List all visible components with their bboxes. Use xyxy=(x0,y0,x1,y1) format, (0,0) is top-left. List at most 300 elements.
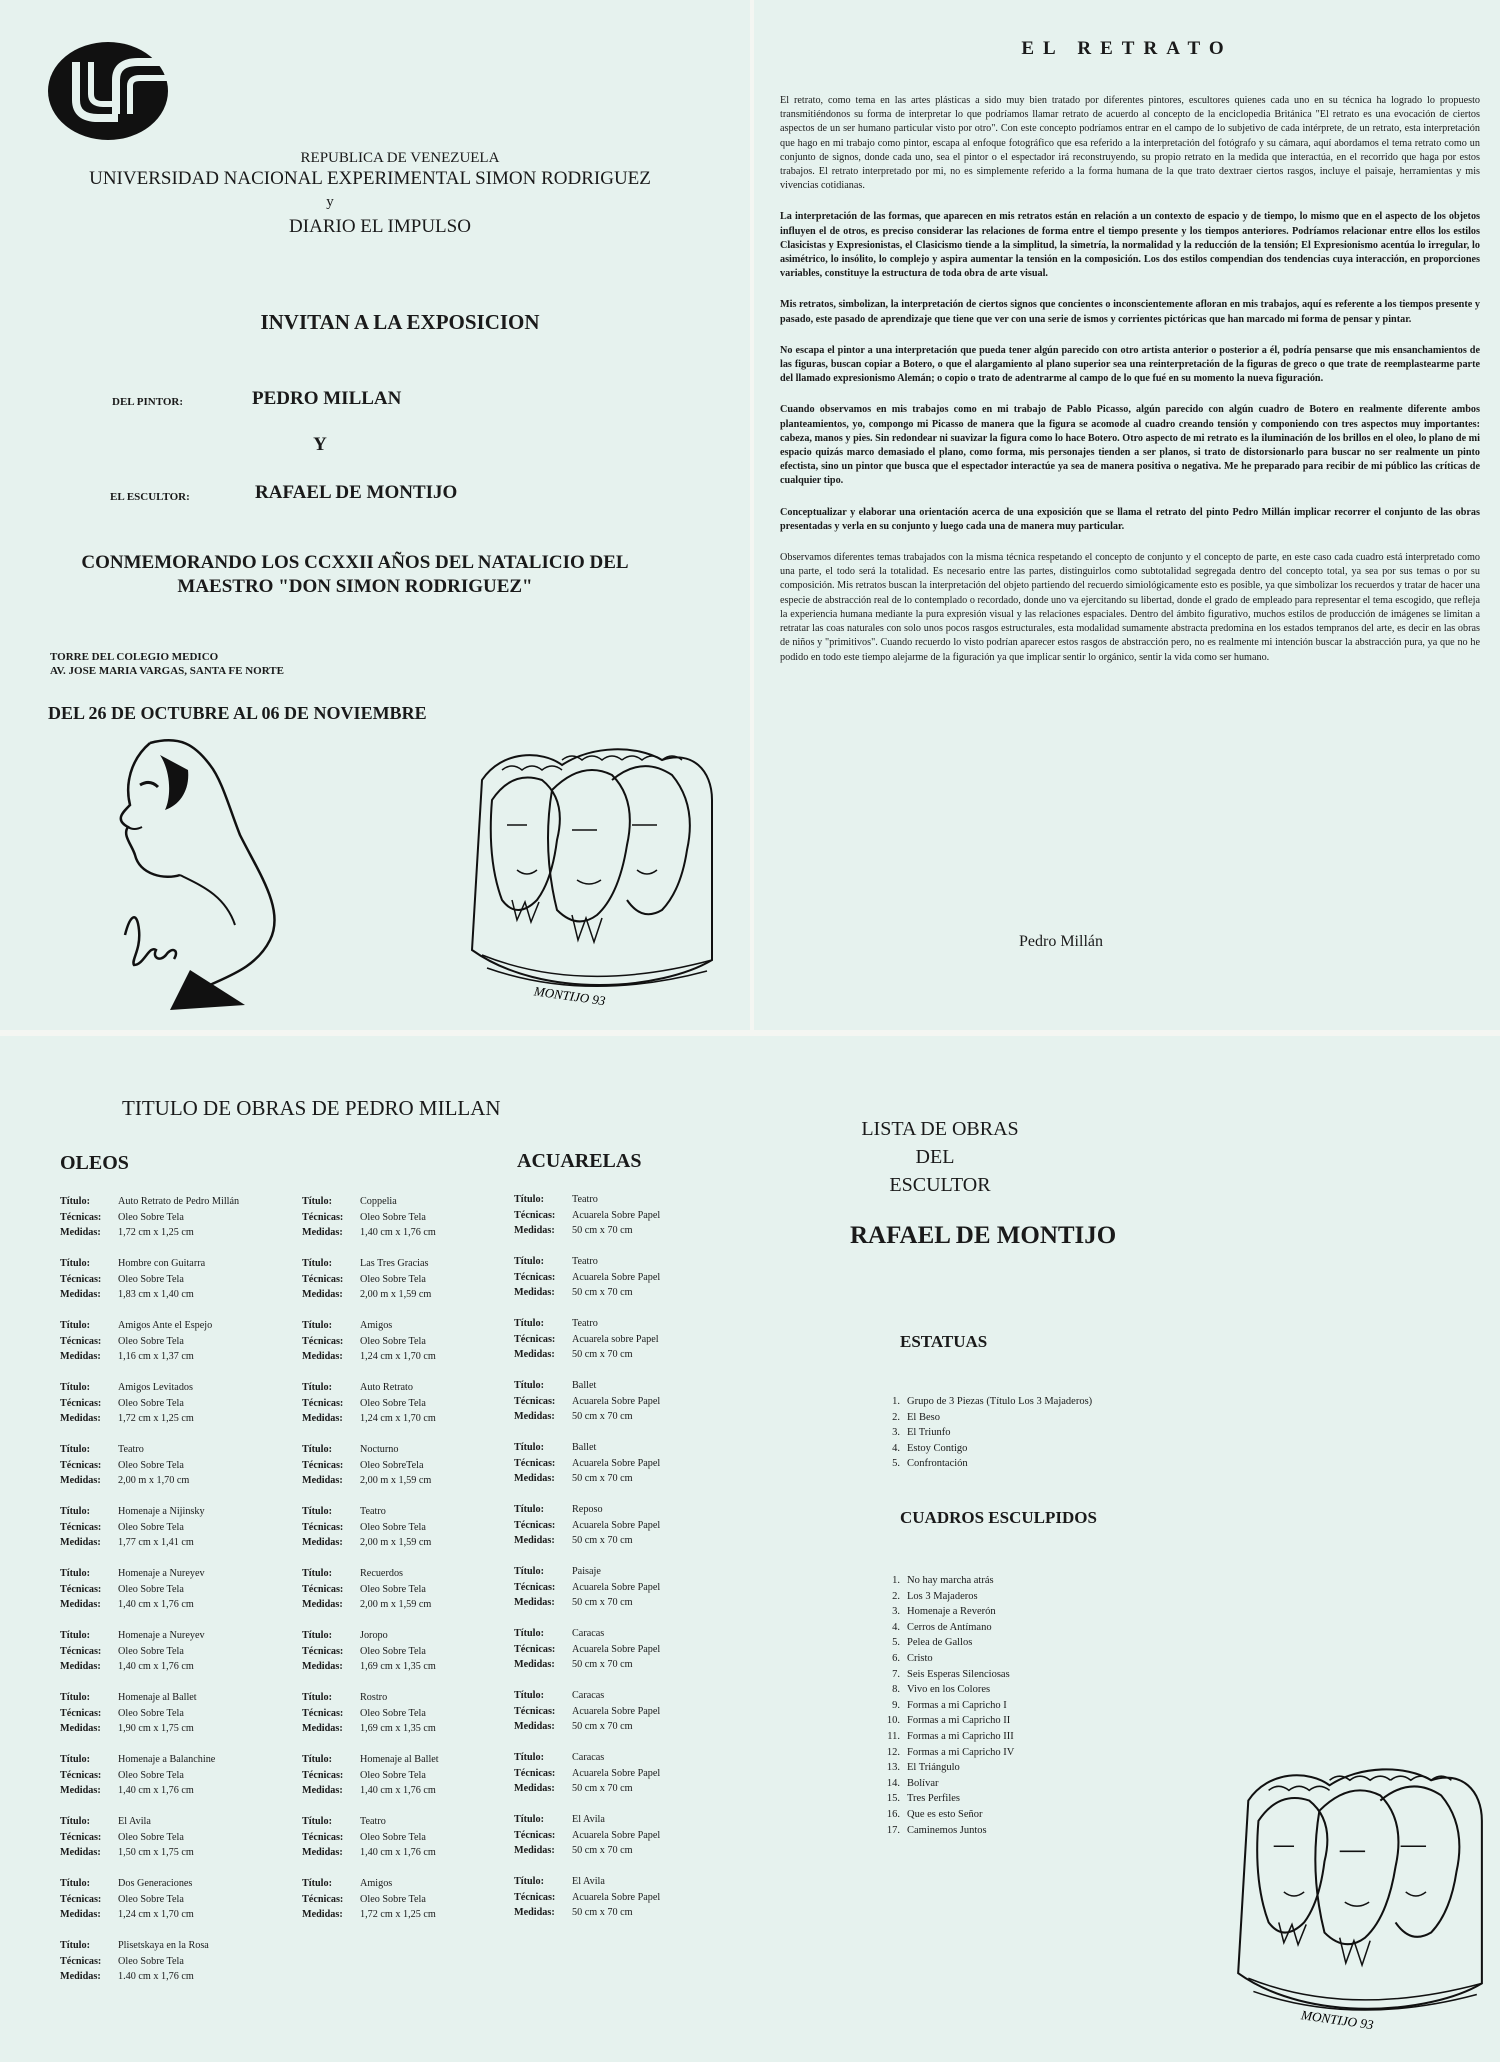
work-entry xyxy=(60,1628,280,1675)
work-field-value: 1,40 cm x 1,76 cm xyxy=(118,1599,194,1611)
list-item-label: Formas a mi Capricho II xyxy=(907,1715,1011,1727)
work-field-value: Caracas xyxy=(572,1752,605,1763)
conjunction-y: Y xyxy=(313,434,327,455)
work-field-label: Título: xyxy=(302,1568,333,1579)
work-field-label: Técnicas: xyxy=(60,1335,102,1347)
list-item xyxy=(878,1760,1014,1776)
work-entry xyxy=(60,1442,280,1489)
work-entry xyxy=(60,1876,280,1923)
work-field-value: Oleo Sobre Tela xyxy=(360,1273,426,1285)
work-field-label: Medidas: xyxy=(514,1721,555,1733)
work-field-label: Técnicas: xyxy=(514,1643,556,1655)
work-field-value: Dos Generaciones xyxy=(118,1878,193,1889)
work-entry xyxy=(302,1194,522,1241)
work-field-value: Auto Retrato de Pedro Millán xyxy=(118,1196,240,1207)
work-field-value: Paisaje xyxy=(572,1566,601,1577)
work-field-value: Acuarela sobre Papel xyxy=(572,1333,659,1345)
work-field-value: Plisetskaya en la Rosa xyxy=(118,1940,209,1951)
work-field-label: Título: xyxy=(514,1566,545,1577)
work-field-label: Título: xyxy=(514,1504,545,1515)
work-field-value: 50 cm x 70 cm xyxy=(572,1845,633,1857)
work-entry xyxy=(514,1874,734,1921)
acuarelas-heading: ACUARELAS xyxy=(517,1150,642,1172)
list-item xyxy=(878,1823,1014,1839)
work-entry xyxy=(514,1812,734,1859)
work-field-value: 1,24 cm x 1,70 cm xyxy=(360,1413,436,1425)
work-field-value: Oleo Sobre Tela xyxy=(360,1645,426,1657)
list-item-number: 1. xyxy=(892,1396,900,1407)
work-field-label: Título: xyxy=(302,1506,333,1517)
list-item-label: Tres Perfiles xyxy=(907,1793,960,1805)
list-item-number: 8. xyxy=(892,1684,900,1696)
work-field-value: 1,40 cm x 1,76 cm xyxy=(360,1847,436,1859)
work-field-label: Título: xyxy=(302,1382,333,1393)
invite-heading: INVITAN A LA EXPOSICION xyxy=(260,310,540,334)
work-field-label: Medidas: xyxy=(514,1845,555,1857)
reliefs-heading: CUADROS ESCULPIDOS xyxy=(900,1508,1097,1527)
essay-paragraph: Observamos diferentes temas trabajados con la misma técnica respetando el concepto de conjunto y el concepto de parte, en este caso cada cuadro está interpretado como una parte, el todo será la totalidad. Es necesario entre las partes, distinguirlos como subtotalidad segregada dentro del concepto total, ya sea por sus temas o por su composición. Mis retratos buscan la interpretación del objeto partiendo del recuerdo simiológicamente esto es posible, ya que simbolizar los recuerdos y tratar de hacer una especie de abstracción real de lo contemplado o recordado, donde uno va ejercitando su libertad, donde el grado de empleado para representar el tema escogido, que refleja la experiencia humana mediante la pura expresión visual y las relaciones espaciales. Dentro del ámbito figurativo, muchos estilos de producción de imágenes se limitan a retratar las coas naturales con solo unos pocos rasgos estructurales, esta modalidad sumamente abstracta predomina en los estados tempranos del arte, es decir en las obras de niños y "primitivos". Cuando recuerdo lo visto podrían aparecer estos rasgos de abstracción pero, no es realmente mi intención buscar la abstracción pura, ya que no he podido en todo este tiempo alejarme de la figuración ya que implicar sentir lo orgánico, sentir la vida como ser humano. xyxy=(780,552,1480,663)
work-field-value: 50 cm x 70 cm xyxy=(572,1659,633,1671)
list-item-label: Bolívar xyxy=(907,1777,939,1789)
work-field-label: Técnicas: xyxy=(60,1769,102,1781)
essay-paragraph: Conceptualizar y elaborar una orientación acerca de una exposición que se llama el retrato del pinto Pedro Millán implicar recorrer el conjunto de las obras presentadas y verla en su conjunto y luego cada una de manera muy particular. xyxy=(780,506,1480,532)
work-field-value: Acuarela Sobre Papel xyxy=(572,1643,661,1655)
work-field-value: El Avila xyxy=(572,1814,605,1825)
work-field-value: 1,24 cm x 1,70 cm xyxy=(360,1351,436,1363)
work-field-value: Teatro xyxy=(572,1256,598,1267)
reliefs-list xyxy=(878,1573,1014,1838)
work-field-label: Medidas: xyxy=(60,1785,101,1797)
work-field-value: 50 cm x 70 cm xyxy=(572,1535,633,1547)
work-field-value: Oleo Sobre Tela xyxy=(360,1707,426,1719)
work-field-value: Amigos xyxy=(360,1320,393,1331)
list-item-number: 13. xyxy=(886,1762,900,1774)
essay-paragraph: El retrato, como tema en las artes plásticas a sido muy bien tratado por diferentes pintores, escultores quienes cada uno en su técnica ha logrado lo propuesto transmitiéndonos su forma de interpretar lo que podríamos llamar retrato de acuerdo al concepto de la enciclopedia Británica "El retrato es una evocación de ciertos aspectos de un ser humano particular visto por otro". Con este concepto podríamos entrar en el campo de lo subjetivo de cada intérprete, de un retrato, esta interpretación que hago en mi trabajo como pintor, escapa al enfoque fotográfico que esa referido a la interpretación del fotógrafo y su cámara, aquí abordamos el tema retrato como un conjunto de signos, donde cada uno, sea el pintor o el espectador irá reconstruyendo, su propio retrato en la medida que interactúa, en el recorrido que haga por estos trabajos. El retrato interpretado por mi, no es simplemente referido a la forma humana de la que trato dextraer ciertos rasgos, incluye el paisaje, herramientas y mis vivencias cotidianas. xyxy=(780,95,1480,192)
work-field-value: 50 cm x 70 cm xyxy=(572,1225,633,1237)
work-field-label: Título: xyxy=(514,1752,545,1763)
work-field-label: Medidas: xyxy=(302,1537,343,1549)
work-field-value: Ballet xyxy=(572,1442,597,1453)
work-field-value: Oleo Sobre Tela xyxy=(360,1831,426,1843)
work-field-label: Título: xyxy=(60,1196,91,1207)
work-field-label: Técnicas: xyxy=(60,1707,102,1719)
list-item-number: 6. xyxy=(892,1652,900,1664)
work-field-value: 1,69 cm x 1,35 cm xyxy=(360,1661,436,1673)
sculpture-relief-drawing xyxy=(1228,1746,1490,2046)
work-field-label: Medidas: xyxy=(302,1847,343,1859)
work-entry xyxy=(302,1318,522,1365)
work-field-label: Técnicas: xyxy=(60,1583,102,1595)
work-entry xyxy=(302,1752,522,1799)
work-field-value: Teatro xyxy=(572,1318,598,1329)
statues-list xyxy=(878,1394,1092,1472)
work-field-value: Joropo xyxy=(360,1630,388,1641)
work-field-label: Título: xyxy=(60,1816,91,1827)
work-field-label: Título: xyxy=(302,1754,333,1765)
list-item-label: Los 3 Majaderos xyxy=(907,1590,978,1602)
work-field-value: Teatro xyxy=(572,1194,598,1205)
work-field-value: Oleo Sobre Tela xyxy=(118,1893,184,1905)
list-item xyxy=(878,1604,1014,1620)
work-field-label: Técnicas: xyxy=(302,1769,344,1781)
painter-label: DEL PINTOR: xyxy=(112,396,184,408)
work-field-value: Oleo Sobre Tela xyxy=(360,1335,426,1347)
work-entry xyxy=(514,1626,734,1673)
work-field-label: Título: xyxy=(514,1876,545,1887)
venue-line-2: AV. JOSE MARIA VARGAS, SANTA FE NORTE xyxy=(50,665,284,677)
painter-signature xyxy=(125,917,176,965)
work-field-label: Medidas: xyxy=(60,1475,101,1487)
work-field-label: Título: xyxy=(302,1258,333,1269)
venue-line-1: TORRE DEL COLEGIO MEDICO xyxy=(50,651,219,663)
work-field-label: Título: xyxy=(302,1630,333,1641)
work-field-label: Medidas: xyxy=(60,1537,101,1549)
list-item-number: 4. xyxy=(892,1621,900,1633)
work-field-value: 1,40 cm x 1,76 cm xyxy=(118,1661,194,1673)
works-panel xyxy=(0,1036,1500,2062)
work-field-label: Título: xyxy=(302,1816,333,1827)
list-item-label: El Beso xyxy=(907,1411,940,1423)
work-field-value: 1,72 cm x 1,25 cm xyxy=(118,1227,194,1239)
work-entry xyxy=(60,1380,280,1427)
list-item-number: 5. xyxy=(892,1637,900,1649)
list-item-number: 4. xyxy=(892,1442,900,1454)
sculptor-list-title-2: DEL xyxy=(915,1146,955,1168)
work-field-value: Oleo Sobre Tela xyxy=(118,1211,184,1223)
list-item-number: 1. xyxy=(892,1575,900,1586)
work-field-value: Recuerdos xyxy=(360,1568,403,1579)
work-field-label: Título: xyxy=(60,1320,91,1331)
work-field-label: Técnicas: xyxy=(60,1955,102,1967)
list-item-label: Seis Esperas Silenciosas xyxy=(907,1668,1010,1680)
list-item-number: 14. xyxy=(886,1777,900,1789)
list-item-label: Confrontación xyxy=(907,1458,968,1470)
work-entry xyxy=(60,1690,280,1737)
work-field-value: Oleo Sobre Tela xyxy=(118,1955,184,1967)
work-field-value: Teatro xyxy=(118,1444,144,1455)
essay-paragraph: La interpretación de las formas, que aparecen en mis retratos están en relación a un contexto de espacio y de tiempo, lo mismo que en el aspecto de los objetos influyen el de otros, es preciso considerar las relaciones de forma entre el tiempo presente y los tiempos anteriores. Podríamos relacionar entre ellos los estilos Clasicistas y Expresionistas, el Clasicismo tiende a la simplitud, la simetría, la normalidad y la reducción de la tensión; El Expresionismo acentúa lo irregular, lo asimétrico, lo insólito, lo complejo y aspira aumentar la tensión en la composición. Los dos estilos compendian dos tendencias cuya interacción, en proporciones variables, constituye la estructura de toda obra de arte visual. xyxy=(780,211,1480,280)
work-field-value: El Avila xyxy=(572,1876,605,1887)
work-field-label: Título: xyxy=(514,1442,545,1453)
work-field-label: Técnicas: xyxy=(302,1335,344,1347)
work-field-value: 1,40 cm x 1,76 cm xyxy=(360,1785,436,1797)
list-item-number: 3. xyxy=(892,1427,900,1439)
work-field-label: Medidas: xyxy=(514,1597,555,1609)
work-entry xyxy=(302,1566,522,1613)
list-item xyxy=(878,1441,1092,1457)
work-entry xyxy=(60,1814,280,1861)
list-item-label: Cristo xyxy=(907,1652,933,1664)
work-field-label: Técnicas: xyxy=(302,1459,344,1471)
work-field-label: Título: xyxy=(514,1380,545,1391)
work-field-value: Homenaje a Nijinsky xyxy=(118,1506,205,1517)
work-field-label: Título: xyxy=(60,1630,91,1641)
work-field-label: Medidas: xyxy=(60,1847,101,1859)
work-field-label: Título: xyxy=(302,1692,333,1703)
list-item xyxy=(878,1667,1014,1683)
work-field-value: Oleo Sobre Tela xyxy=(118,1583,184,1595)
work-field-value: 1,40 cm x 1,76 cm xyxy=(118,1785,194,1797)
work-field-value: 50 cm x 70 cm xyxy=(572,1473,633,1485)
work-field-value: 1,77 cm x 1,41 cm xyxy=(118,1537,194,1549)
work-field-value: 1,24 cm x 1,70 cm xyxy=(118,1909,194,1921)
work-entry xyxy=(514,1502,734,1549)
work-field-value: Coppelia xyxy=(360,1196,397,1207)
list-item xyxy=(878,1620,1014,1636)
list-item-label: Formas a mi Capricho I xyxy=(907,1699,1007,1711)
work-field-value: Nocturno xyxy=(360,1444,399,1455)
work-field-value: 1,83 cm x 1,40 cm xyxy=(118,1289,194,1301)
list-item-label: Formas a mi Capricho IV xyxy=(907,1746,1015,1758)
work-field-value: Oleo Sobre Tela xyxy=(118,1769,184,1781)
work-field-value: 50 cm x 70 cm xyxy=(572,1287,633,1299)
work-field-value: 50 cm x 70 cm xyxy=(572,1783,633,1795)
work-field-value: Acuarela Sobre Papel xyxy=(572,1519,661,1531)
work-field-value: Caracas xyxy=(572,1628,605,1639)
work-entry xyxy=(514,1688,734,1735)
work-field-label: Medidas: xyxy=(302,1599,343,1611)
work-field-value: Homenaje al Ballet xyxy=(360,1754,439,1765)
work-field-value: Acuarela Sobre Papel xyxy=(572,1891,661,1903)
list-item-label: Caminemos Juntos xyxy=(907,1824,987,1836)
work-field-value: Amigos xyxy=(360,1878,393,1889)
work-field-label: Título: xyxy=(514,1194,545,1205)
work-field-label: Medidas: xyxy=(302,1289,343,1301)
work-field-label: Medidas: xyxy=(60,1413,101,1425)
work-field-label: Medidas: xyxy=(60,1227,101,1239)
list-item xyxy=(878,1698,1014,1714)
work-field-label: Técnicas: xyxy=(60,1831,102,1843)
work-entry xyxy=(302,1504,522,1551)
commemoration-line-1: CONMEMORANDO LOS CCXXII AÑOS DEL NATALICIO DEL xyxy=(81,552,629,573)
work-field-value: Oleo Sobre Tela xyxy=(360,1521,426,1533)
work-entry xyxy=(60,1938,280,1985)
work-entry xyxy=(60,1318,280,1365)
work-field-label: Medidas: xyxy=(514,1411,555,1423)
work-field-label: Medidas: xyxy=(60,1599,101,1611)
list-item-number: 16. xyxy=(886,1808,900,1820)
essay-panel xyxy=(754,0,1500,1030)
work-field-value: Oleo Sobre Tela xyxy=(360,1211,426,1223)
work-field-value: 50 cm x 70 cm xyxy=(572,1411,633,1423)
list-item xyxy=(878,1394,1092,1410)
list-item-number: 12. xyxy=(886,1746,900,1758)
work-field-value: Teatro xyxy=(360,1816,386,1827)
work-entry xyxy=(60,1566,280,1613)
list-item-label: Estoy Contigo xyxy=(907,1442,968,1454)
work-field-value: Acuarela Sobre Papel xyxy=(572,1581,661,1593)
work-field-label: Medidas: xyxy=(514,1349,555,1361)
work-field-label: Título: xyxy=(60,1692,91,1703)
sculptor-name: RAFAEL DE MONTIJO xyxy=(255,482,458,503)
work-field-value: 50 cm x 70 cm xyxy=(572,1907,633,1919)
essay-paragraph: Cuando observamos en mis trabajos como en mi trabajo de Pablo Picasso, algún parecido con algún cuadro de Botero en realmente diferente ambos planteamientos, yo, compongo mi Picasso de manera que la figura se acomode al cuadro creando tensión y componiendo con tres aspectos muy importantes: cabeza, manos y pies. Sin redondear ni suavizar la figura como lo hace Botero. Otro aspecto de mi retrato es la iluminación de los brillos en el oleo, lo plano de mi espacio quizás marco demasiado el plano, como forma, mis personajes tienden a ser planos, si trato de distorsionarlo para buscar no ser realmente un pinto efectista, sino un pintor que busca que el espectador interactúe ya sea de manera positiva o negativa. Me he preparado para recibir de mi público las críticas de cualquier tipo. xyxy=(780,404,1480,487)
work-field-value: Auto Retrato xyxy=(360,1382,413,1393)
work-field-value: Las Tres Gracias xyxy=(360,1258,429,1269)
list-item-label: El Triunfo xyxy=(907,1427,951,1439)
work-entry xyxy=(514,1378,734,1425)
list-item xyxy=(878,1456,1092,1472)
work-field-value: Oleo Sobre Tela xyxy=(360,1893,426,1905)
list-item-number: 10. xyxy=(886,1715,900,1727)
list-item xyxy=(878,1713,1014,1729)
work-field-value: 2,00 m x 1,59 cm xyxy=(360,1289,432,1301)
work-field-value: Oleo Sobre Tela xyxy=(118,1521,184,1533)
work-field-value: Acuarela Sobre Papel xyxy=(572,1395,661,1407)
work-field-value: Oleo Sobre Tela xyxy=(118,1273,184,1285)
sculptor-list-title-3: ESCULTOR xyxy=(889,1174,991,1196)
work-field-value: Oleo Sobre Tela xyxy=(118,1335,184,1347)
list-item-number: 9. xyxy=(892,1699,900,1711)
work-field-value: 1.40 cm x 1,76 cm xyxy=(118,1971,194,1983)
work-entry xyxy=(514,1316,734,1363)
work-entry xyxy=(302,1814,522,1861)
work-field-label: Técnicas: xyxy=(60,1645,102,1657)
sculptor-name: RAFAEL DE MONTIJO xyxy=(850,1222,1117,1249)
work-field-label: Título: xyxy=(60,1258,91,1269)
work-field-value: Rostro xyxy=(360,1692,388,1703)
work-entry xyxy=(514,1750,734,1797)
works-title: TITULO DE OBRAS DE PEDRO MILLAN xyxy=(122,1096,501,1120)
oleos-heading: OLEOS xyxy=(60,1152,129,1174)
work-entry xyxy=(302,1876,522,1923)
sculptor-label: EL ESCULTOR: xyxy=(110,491,190,503)
work-field-label: Medidas: xyxy=(60,1909,101,1921)
work-field-value: Hombre con Guitarra xyxy=(118,1258,206,1269)
work-field-label: Título: xyxy=(302,1878,333,1889)
university-logo xyxy=(46,40,172,142)
work-field-value: Homenaje al Ballet xyxy=(118,1692,197,1703)
work-field-value: Homenaje a Nureyev xyxy=(118,1630,205,1641)
list-item-number: 17. xyxy=(886,1824,900,1836)
work-field-value: 2,00 m x 1,59 cm xyxy=(360,1475,432,1487)
work-field-value: Acuarela Sobre Papel xyxy=(572,1767,661,1779)
work-entry xyxy=(302,1380,522,1427)
list-item-number: 15. xyxy=(886,1793,900,1805)
work-field-label: Medidas: xyxy=(60,1661,101,1673)
work-field-label: Medidas: xyxy=(302,1909,343,1921)
work-entry xyxy=(302,1442,522,1489)
list-item-label: Grupo de 3 Piezas (Título Los 3 Majaderos) xyxy=(907,1396,1093,1407)
list-item xyxy=(878,1651,1014,1667)
work-field-value: Teatro xyxy=(360,1506,386,1517)
work-field-label: Técnicas: xyxy=(514,1271,556,1283)
work-field-label: Medidas: xyxy=(60,1971,101,1983)
list-item-label: Que es esto Señor xyxy=(907,1808,983,1820)
list-item-number: 11. xyxy=(887,1730,900,1742)
work-entry xyxy=(60,1752,280,1799)
work-field-value: Oleo Sobre Tela xyxy=(118,1831,184,1843)
work-field-label: Técnicas: xyxy=(60,1521,102,1533)
work-field-label: Técnicas: xyxy=(514,1519,556,1531)
painter-name: PEDRO MILLAN xyxy=(252,388,402,409)
work-field-label: Técnicas: xyxy=(514,1829,556,1841)
work-field-value: El Avila xyxy=(118,1816,151,1827)
list-item xyxy=(878,1807,1014,1823)
list-item-number: 7. xyxy=(892,1668,900,1680)
work-field-value: Oleo Sobre Tela xyxy=(118,1645,184,1657)
list-item xyxy=(878,1410,1092,1426)
list-item-number: 5. xyxy=(892,1458,900,1470)
work-field-label: Título: xyxy=(514,1814,545,1825)
work-field-label: Medidas: xyxy=(514,1659,555,1671)
work-entry xyxy=(302,1256,522,1303)
republic-line: REPUBLICA DE VENEZUELA xyxy=(300,150,500,166)
work-field-label: Técnicas: xyxy=(514,1395,556,1407)
work-field-value: Ballet xyxy=(572,1380,597,1391)
list-item xyxy=(878,1589,1014,1605)
work-field-label: Técnicas: xyxy=(60,1397,102,1409)
work-entry xyxy=(514,1192,734,1239)
work-field-label: Título: xyxy=(514,1690,545,1701)
work-field-value: 1,90 cm x 1,75 cm xyxy=(118,1723,194,1735)
university-name: UNIVERSIDAD NACIONAL EXPERIMENTAL SIMON RODRIGUEZ xyxy=(89,168,651,189)
work-field-label: Medidas: xyxy=(514,1783,555,1795)
work-field-value: 1,72 cm x 1,25 cm xyxy=(360,1909,436,1921)
work-field-label: Técnicas: xyxy=(60,1273,102,1285)
work-field-value: Oleo Sobre Tela xyxy=(360,1397,426,1409)
work-field-label: Técnicas: xyxy=(514,1333,556,1345)
work-field-value: Oleo Sobre Tela xyxy=(118,1707,184,1719)
work-field-value: Caracas xyxy=(572,1690,605,1701)
work-field-label: Medidas: xyxy=(302,1475,343,1487)
work-field-value: Oleo Sobre Tela xyxy=(118,1397,184,1409)
work-field-label: Medidas: xyxy=(302,1785,343,1797)
exhibition-dates: DEL 26 DE OCTUBRE AL 06 DE NOVIEMBRE xyxy=(48,703,427,723)
work-field-value: 50 cm x 70 cm xyxy=(572,1721,633,1733)
work-field-value: Acuarela Sobre Papel xyxy=(572,1829,661,1841)
list-item-label: Pelea de Gallos xyxy=(907,1637,973,1649)
work-field-label: Medidas: xyxy=(60,1723,101,1735)
work-field-label: Técnicas: xyxy=(60,1893,102,1905)
work-entry xyxy=(60,1256,280,1303)
list-item xyxy=(878,1729,1014,1745)
work-field-label: Título: xyxy=(302,1196,333,1207)
work-field-label: Técnicas: xyxy=(302,1273,344,1285)
work-field-label: Técnicas: xyxy=(302,1831,344,1843)
work-field-value: Acuarela Sobre Papel xyxy=(572,1457,661,1469)
work-field-value: Homenaje a Balanchine xyxy=(118,1754,216,1765)
work-field-value: Acuarela Sobre Papel xyxy=(572,1209,661,1221)
work-field-value: 1,72 cm x 1,25 cm xyxy=(118,1413,194,1425)
work-field-label: Título: xyxy=(514,1256,545,1267)
list-item xyxy=(878,1682,1014,1698)
work-field-label: Título: xyxy=(60,1940,91,1951)
work-field-value: 50 cm x 70 cm xyxy=(572,1349,633,1361)
list-item xyxy=(878,1791,1014,1807)
work-field-label: Técnicas: xyxy=(302,1893,344,1905)
list-item-label: Formas a mi Capricho III xyxy=(907,1730,1014,1742)
work-field-label: Título: xyxy=(60,1754,91,1765)
sculptor-list-title-1: LISTA DE OBRAS xyxy=(861,1118,1019,1140)
list-item-number: 3. xyxy=(892,1606,900,1618)
work-field-label: Técnicas: xyxy=(514,1767,556,1779)
list-item-label: No hay marcha atrás xyxy=(907,1575,994,1586)
work-field-label: Medidas: xyxy=(514,1907,555,1919)
sculpture-signature: MONTIJO 93 xyxy=(533,983,607,1008)
work-field-label: Técnicas: xyxy=(514,1457,556,1469)
list-item xyxy=(878,1635,1014,1651)
list-item xyxy=(878,1776,1014,1792)
work-entry xyxy=(514,1254,734,1301)
statues-heading: ESTATUAS xyxy=(900,1332,988,1351)
work-field-label: Técnicas: xyxy=(514,1891,556,1903)
work-field-label: Medidas: xyxy=(302,1351,343,1363)
work-field-label: Técnicas: xyxy=(302,1645,344,1657)
work-field-value: Amigos Ante el Espejo xyxy=(118,1320,213,1331)
work-field-label: Medidas: xyxy=(60,1289,101,1301)
work-field-value: Oleo SobreTela xyxy=(360,1459,424,1471)
